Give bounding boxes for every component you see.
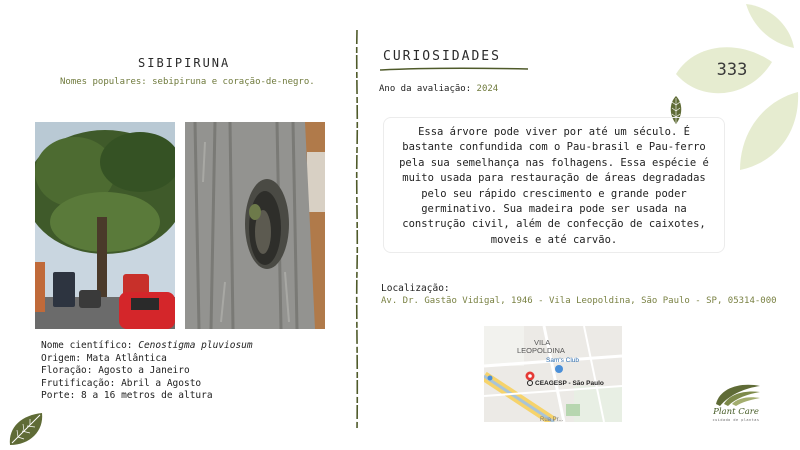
fruiting: Frutificação: Abril a Agosto xyxy=(41,377,202,389)
origin: Origem: Mata Atlântica xyxy=(41,352,167,364)
evaluation-year-value: 2024 xyxy=(476,84,499,94)
brand-name: Plant Care xyxy=(713,407,759,417)
map-street-label: Rua Pr... xyxy=(540,417,564,422)
species-title: SIBIPIRUNA xyxy=(138,56,231,70)
evaluation-year-label: Ano da avaliação: xyxy=(379,84,477,94)
map-poi-main: CEAGESP - São Paulo xyxy=(535,380,604,387)
location-label: Localização: xyxy=(381,283,450,294)
size: Porte: 8 a 16 metros de altura xyxy=(41,390,213,401)
brand-tagline: cuidado de plantas xyxy=(712,418,760,422)
title-underline xyxy=(380,66,528,72)
flowering: Floração: Agosto a Janeiro xyxy=(41,365,190,376)
scientific-name: Cenostigma pluviosum xyxy=(138,340,253,351)
section-title: CURIOSIDADES xyxy=(383,49,501,64)
species-specs xyxy=(41,340,253,403)
shopping-pin-icon xyxy=(555,365,563,373)
map-poi-club: Sam's Club xyxy=(546,357,580,364)
map-neighborhood-line1: VILA xyxy=(534,338,551,347)
evaluation-year xyxy=(379,84,498,94)
location-map[interactable] xyxy=(484,326,622,422)
scientific-label: Nome científico: xyxy=(41,340,139,351)
leaf-icon xyxy=(0,405,50,450)
divider xyxy=(350,30,364,430)
trunk-photo xyxy=(185,122,325,329)
location-address: Av. Dr. Gastão Vidigal, 1946 - Vila Leopoldina, São Paulo - SP, 05314-000 xyxy=(381,296,777,306)
tree-photo xyxy=(35,122,175,329)
curiosity-text: Essa árvore pode viver por até um século. É bastante confundida com o Pau-brasil e Pau-ferro pela sua semelhança nas folhagens. Essa espécie é muito usada para restauração de áreas degradadas pelo seu rápido crescimento e grande poder germinativo. Sua madeira pode ser usada na construção civil, além de confecção de caixotes, moveis e até carvão. xyxy=(383,117,725,253)
badge-number: 333 xyxy=(716,60,748,80)
map-neighborhood-line2: LEOPOLDINA xyxy=(517,346,565,355)
popular-names: Nomes populares: sebipiruna e coração-de-negro. xyxy=(60,77,315,87)
